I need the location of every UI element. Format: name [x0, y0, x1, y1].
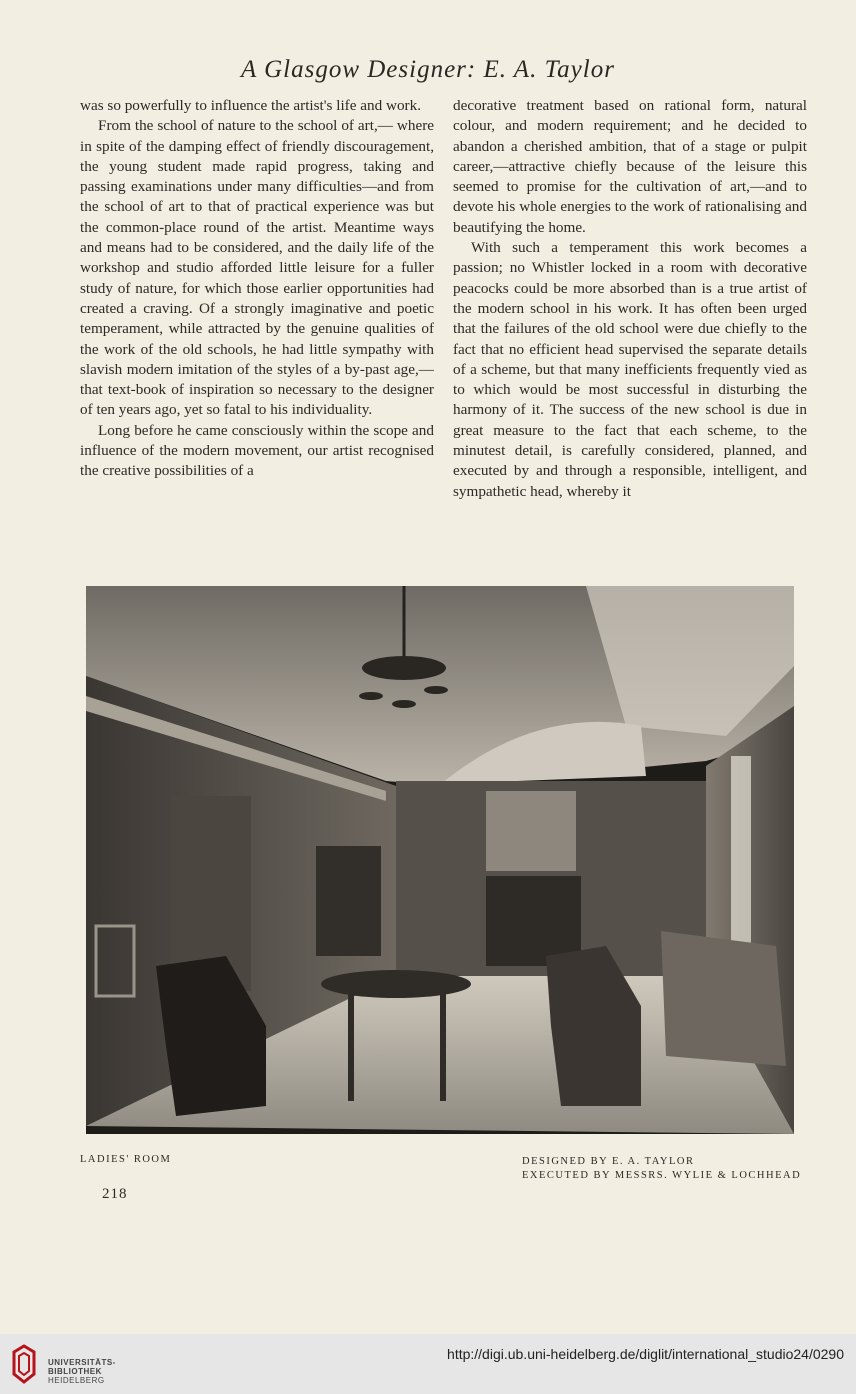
- fireplace-painting: [486, 791, 576, 871]
- library-logo-icon: [10, 1344, 38, 1384]
- caption-credits: [522, 1155, 801, 1183]
- caption-executor: EXECUTED BY MESSRS. WYLIE & LOCHHEAD: [522, 1170, 802, 1181]
- paragraph: was so powerfully to influence the artist's life and work.: [80, 97, 421, 114]
- fireplace: [486, 876, 581, 966]
- paragraph: From the school of nature to the school of art,— where in spite of the damping effect of friendly discouragement, the young student made rapid progress, taking and passing examinations under many difficulties—and from the school of art to that of practical experience was but the common-place round of the artist. Meantime ways and means had to be considered, and the daily life of the workshop and studio afforded little leisure for a fuller study of nature, for which those earlier opportunities had created a craving. Of a strongly imaginative and poetic temperament, while attracted by the genuine qualities of the work of the old schools, he had little sympathy with slavish modern imitation of the styles of a by-past age,—that text-book of inspiration so necessary to the designer of ten years ago, yet so fatal to his individuality.: [80, 117, 434, 419]
- logo-line: HEIDELBERG: [48, 1376, 105, 1385]
- library-footer: [0, 1334, 856, 1394]
- permalink-url[interactable]: http://digi.ub.uni-heidelberg.de/diglit/international_studio24/0290: [447, 1346, 844, 1362]
- left-text-column: [80, 96, 434, 482]
- paragraph: With such a temperament this work becomes a passion; no Whistler locked in a room with decorative peacocks could be more absorbed than is a true artist of the modern school in his work. It has often been urged that the failures of the old school were due chiefly to the fact that no efficient head supervised the separate details of a scheme, but that many inefficients frequently vied as to which would be most successful in disturbing the harmony of it. The success of the new school is due in great measure to the fact that each scheme, to the minutest detail, is carefully considered, planned, and executed by and through a responsible, intelligent, and sympathetic head, whereby it: [453, 239, 807, 500]
- caption-title: LADIES' ROOM: [80, 1154, 172, 1165]
- logo-line: BIBLIOTHEK: [48, 1367, 102, 1376]
- cabinet: [316, 846, 381, 956]
- page-number: 218: [102, 1186, 128, 1202]
- interior-illustration: [86, 586, 794, 1134]
- window: [731, 756, 751, 956]
- round-table: [321, 970, 471, 998]
- right-text-column: [453, 96, 807, 502]
- caption-designer: DESIGNED BY E. A. TAYLOR: [522, 1156, 695, 1167]
- ladies-room-photograph: [86, 586, 794, 1134]
- paragraph: Long before he came consciously within the scope and influence of the modern movement, our artist recognised the creative possibilities of a: [80, 421, 434, 480]
- running-head: A Glasgow Designer: E. A. Taylor: [241, 56, 615, 83]
- library-logo-text: [48, 1358, 116, 1385]
- lamp-shade: [362, 656, 446, 680]
- logo-line: UNIVERSITÄTS-: [48, 1358, 116, 1367]
- settle: [661, 931, 786, 1066]
- paragraph: decorative treatment based on rational form, natural colour, and modern requirement; and he decided to abandon a cherished ambition, that of a stage or pulpit career,—attractive chiefly because of the leisure this seemed to promise for the cultivation of art,—and to devote his whole energies to the work of rationalising and beautifying the home.: [453, 97, 807, 236]
- library-logo[interactable]: [10, 1344, 130, 1388]
